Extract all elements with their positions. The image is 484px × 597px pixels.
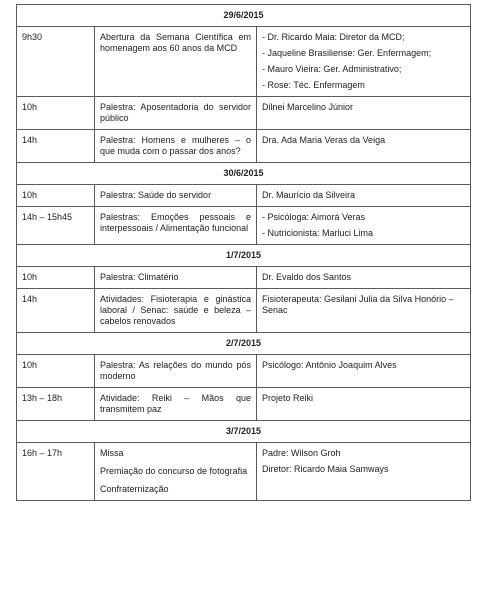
schedule-row — [17, 443, 471, 501]
session-time: 16h – 17h — [17, 443, 95, 501]
speaker-text: Diretor: Ricardo Maia Samways — [262, 464, 389, 474]
activity-text: Palestra: Saúde do servidor — [100, 190, 212, 200]
speaker-text: - Dr. Ricardo Maia: Diretor da MCD; — [262, 32, 405, 42]
activity-text: Palestras: Emoções pessoais e interpessoais / Alimentação funcional — [100, 212, 251, 233]
schedule-row — [17, 185, 471, 207]
schedule-table — [16, 4, 471, 501]
speaker-text: Dr. Evaldo dos Santos — [262, 272, 352, 282]
activity-text: Missa — [100, 448, 124, 458]
schedule-row — [17, 289, 471, 333]
activity-text: Premiação do concurso de fotografia — [100, 466, 248, 476]
activity-text: Confraternização — [100, 484, 169, 494]
day-header-row — [17, 5, 471, 27]
day-date: 2/7/2015 — [17, 333, 471, 355]
speaker-text: - Mauro Vieira: Ger. Administrativo; — [262, 64, 402, 74]
activity-text: Palestra: As relações do mundo pós moderno — [100, 360, 251, 381]
session-time: 13h – 18h — [17, 388, 95, 421]
schedule-row — [17, 355, 471, 388]
speaker-text: Dra. Ada Maria Veras da Veiga — [262, 135, 386, 145]
session-speakers — [257, 355, 471, 388]
schedule-row — [17, 388, 471, 421]
session-activity — [95, 27, 257, 97]
session-time: 10h — [17, 355, 95, 388]
day-header-row — [17, 163, 471, 185]
session-speakers — [257, 443, 471, 501]
session-speakers — [257, 289, 471, 333]
session-time: 9h30 — [17, 27, 95, 97]
session-activity — [95, 185, 257, 207]
day-date: 3/7/2015 — [17, 421, 471, 443]
schedule-row — [17, 130, 471, 163]
activity-text: Palestra: Homens e mulheres – o que muda com o passar dos anos? — [100, 135, 251, 156]
speaker-text: - Nutricionista: Marluci Lima — [262, 228, 374, 238]
activity-text: Atividade: Reiki – Mãos que transmitem paz — [100, 393, 251, 414]
session-activity — [95, 443, 257, 501]
session-speakers — [257, 388, 471, 421]
session-time: 10h — [17, 267, 95, 289]
speaker-text: Padre: Wilson Groh — [262, 448, 341, 458]
session-speakers — [257, 130, 471, 163]
day-date: 1/7/2015 — [17, 245, 471, 267]
session-speakers — [257, 27, 471, 97]
session-time: 14h – 15h45 — [17, 207, 95, 245]
session-speakers — [257, 207, 471, 245]
activity-text: Atividades: Fisioterapia e ginástica laboral / Senac: saúde e beleza – cabelos renovados — [100, 294, 251, 326]
day-date: 30/6/2015 — [17, 163, 471, 185]
session-activity — [95, 355, 257, 388]
speaker-text: Projeto Reiki — [262, 393, 314, 403]
session-activity — [95, 267, 257, 289]
activity-text: Palestra: Climatério — [100, 272, 179, 282]
session-time: 14h — [17, 130, 95, 163]
speaker-text: Fisioterapeuta: Gesilani Julia da Silva Honório – Senac — [262, 294, 454, 315]
day-date: 29/6/2015 — [17, 5, 471, 27]
speaker-text: - Rose: Téc. Enfermagem — [262, 80, 365, 90]
session-activity — [95, 130, 257, 163]
session-activity — [95, 388, 257, 421]
speaker-text: Dr. Maurício da Silveira — [262, 190, 356, 200]
session-activity — [95, 97, 257, 130]
session-time: 10h — [17, 185, 95, 207]
speaker-text: - Psicóloga: Aimorá Veras — [262, 212, 366, 222]
activity-text: Palestra: Aposentadoria do servidor público — [100, 102, 251, 123]
speaker-text: Psicólogo: Antônio Joaquim Alves — [262, 360, 397, 370]
day-header-row — [17, 333, 471, 355]
session-time: 14h — [17, 289, 95, 333]
day-header-row — [17, 421, 471, 443]
session-time: 10h — [17, 97, 95, 130]
schedule-row — [17, 97, 471, 130]
speaker-text: Dilnei Marcelino Júnior — [262, 102, 354, 112]
schedule-row — [17, 207, 471, 245]
session-speakers — [257, 185, 471, 207]
speaker-text: - Jaqueline Brasiliense: Ger. Enfermagem; — [262, 48, 432, 58]
session-activity — [95, 207, 257, 245]
activity-text: Abertura da Semana Científica em homenagem aos 60 anos da MCD — [100, 32, 251, 53]
schedule-row — [17, 27, 471, 97]
session-speakers — [257, 267, 471, 289]
schedule-row — [17, 267, 471, 289]
session-activity — [95, 289, 257, 333]
session-speakers — [257, 97, 471, 130]
day-header-row — [17, 245, 471, 267]
